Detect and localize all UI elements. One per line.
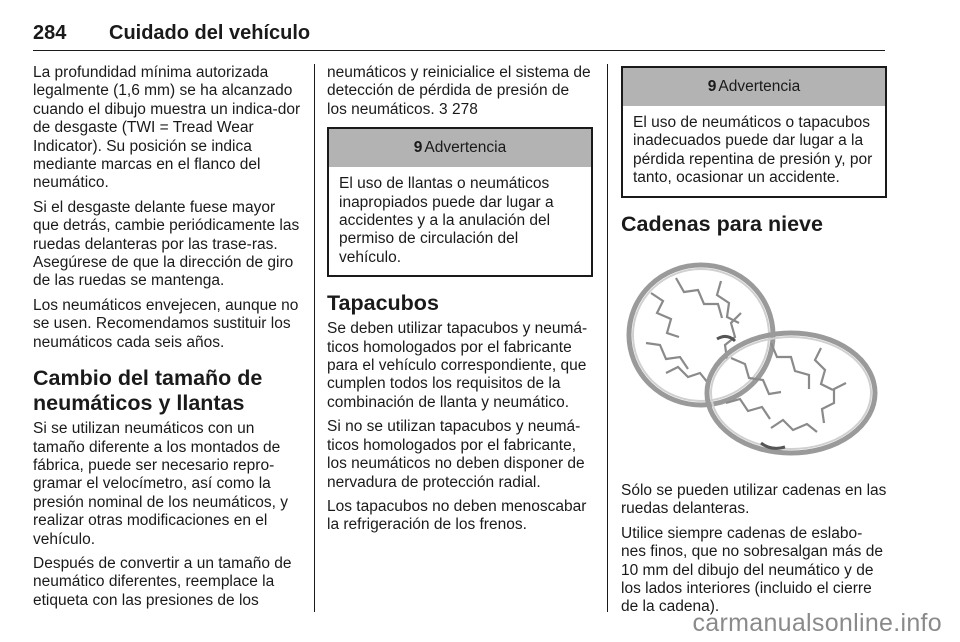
paragraph-fine-links: Utilice siempre cadenas de eslabo-nes finos, que no sobresalgan más de 10 mm del dibujo del neumático y de los lados interiores (incluido el cierre de la cadena).	[621, 524, 883, 616]
snow-chains-illustration-icon	[621, 253, 883, 463]
page-ref-symbol: 3	[439, 100, 448, 118]
watermark: carmanualsonline.info	[692, 609, 942, 637]
section-title: Cuidado del vehículo	[109, 22, 311, 44]
paragraph-hubcaps-ribs: Si no se utilizan tapacubos y neumá-ticos homologados por el fabricante, los neumáticos no deben disponer de nervadura de protección radial.	[327, 418, 585, 491]
header-rule	[33, 50, 885, 51]
warning-header	[623, 68, 885, 106]
page-header	[33, 22, 885, 50]
page-ref-link[interactable]: 278	[451, 100, 478, 118]
warning-box	[327, 127, 593, 277]
column-divider	[314, 64, 315, 612]
page-number: 284	[33, 22, 67, 44]
heading-snow-chains: Cadenas para nieve	[621, 211, 823, 236]
column-2	[327, 64, 593, 541]
warning-icon: 9	[413, 139, 423, 157]
paragraph-label-replace: Después de convertir a un tamaño de neumático diferentes, reemplace la etiqueta con las presiones de los	[33, 554, 292, 609]
paragraph-front-wheels: Sólo se pueden utilizar cadenas en las ruedas delanteras.	[621, 482, 887, 518]
paragraph-tire-aging: Los neumáticos envejecen, aunque no se usen. Recomendamos sustituir los neumáticos cada seis años.	[33, 296, 299, 351]
paragraph-size-change: Si se utilizan neumáticos con un tamaño diferente a los montados de fábrica, puede ser necesario repro-gramar el velocímetro, así como la presión nominal de los neumáticos, y realizar otras modificaciones en el vehículo.	[33, 420, 289, 548]
warning-header	[329, 129, 591, 167]
warning-title: Advertencia	[424, 139, 507, 157]
paragraph-wear-rotation: Si el desgaste delante fuese mayor que detrás, cambie periódicamente las ruedas delanteras por las trase-ras. Asegúrese de que la dirección de giro de las ruedas se mantenga.	[33, 198, 300, 290]
paragraph-hubcaps-cooling: Los tapacubos no deben menoscabar la refrigeración de los frenos.	[327, 497, 587, 534]
paragraph-tpms-reset	[327, 64, 593, 119]
column-divider	[607, 64, 608, 612]
warning-box	[621, 66, 887, 198]
warning-text: El uso de neumáticos o tapacubos inadecuados puede dar lugar a la pérdida repentina de presión y, por tanto, ocasionar un accidente.	[633, 114, 873, 187]
warning-text: El uso de llantas o neumáticos inapropiados puede dar lugar a accidentes y a la anulación del permiso de circulación del vehículo.	[339, 175, 554, 266]
warning-title: Advertencia	[718, 78, 801, 95]
heading-hubcaps: Tapacubos	[327, 291, 439, 316]
paragraph-hubcaps-approved: Se deben utilizar tapacubos y neumá-ticos homologados por el fabricante para el vehículo correspondiente, que cumplen todos los requisitos de la combinación de llanta y neumático.	[327, 320, 588, 411]
heading-size-change: Cambio del tamaño de neumáticos y llantas	[33, 366, 263, 416]
paragraph-tpms-text: neumáticos y reinicialice el sistema de detección de pérdida de presión de los neumáticos.	[327, 64, 591, 118]
warning-icon: 9	[707, 78, 717, 95]
column-3	[621, 64, 887, 623]
column-1	[33, 64, 301, 616]
paragraph-tread-depth: La profundidad mínima autorizada legalmente (1,6 mm) se ha alcanzado cuando el dibujo muestra un indica-dor de desgaste (TWI = Tread Wear Indicator). Su posición se indica mediante marcas en el flanco del neumático.	[33, 64, 301, 192]
